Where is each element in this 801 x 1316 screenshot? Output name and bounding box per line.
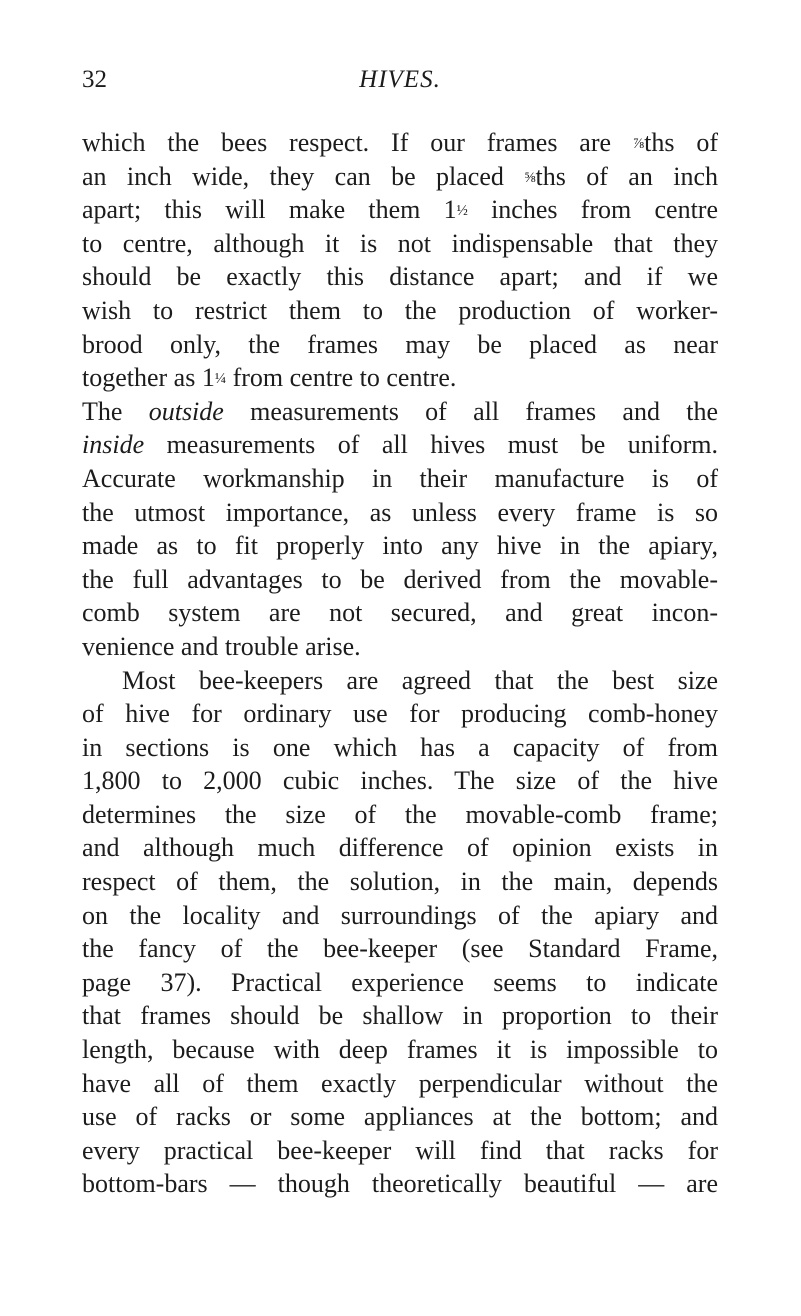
text-line: which the bees respect. If our frames are ⅞ths of [82,128,719,157]
text-line: Accurate workmanship in their manufacture is of [82,463,718,493]
text-line: an inch wide, they can be placed ⅝ths of an inch [82,161,718,191]
text-line: apart; this will make them 1½ inches from centre [82,195,718,225]
text-line: to centre, although it is not indispensable that they [82,228,718,258]
fraction: ⅝ [524,169,536,186]
text-line: have all of them exactly perpendicular without the [82,1068,718,1098]
text-line: and although much difference of opinion exists in [82,833,718,863]
text-line: the utmost importance, as unless every frame is so [82,497,718,527]
fraction: ⅞ [632,136,645,152]
text-line: inside measurements of all hives must be uniform. [82,430,718,460]
emphasis: outside [148,396,224,426]
text-line: that frames should be shallow in proportion to their [82,1001,718,1031]
body-text [82,126,718,1201]
fraction: ¼ [214,371,227,388]
emphasis: inside [82,430,145,460]
text-line: determines the size of the movable-comb frame; [82,799,718,829]
text-line: the fancy of the bee-keeper (see Standard Frame, [82,934,718,964]
text-line: in sections is one which has a capacity of from [82,732,718,762]
text-line: every practical bee-keeper will find that racks for [82,1135,718,1165]
text-line: made as to fit properly into any hive in the apiary, [82,531,718,561]
text-line: respect of them, the solution, in the main, depends [82,867,718,897]
text-line: wish to restrict them to the production of worker- [82,295,718,325]
text-line: the full advantages to be derived from the movable- [82,564,718,594]
text-line: venience and trouble arise. [82,631,361,661]
text-line: brood only, the frames may be placed as near [82,329,718,359]
text-line: bottom-bars — though theoretically beautiful — are [82,1169,718,1199]
text-line: Most bee-keepers are agreed that the best size [122,665,718,695]
text-line: page 37). Practical experience seems to indicate [82,967,718,997]
text-line: comb system are not secured, and great incon- [82,598,718,628]
text-line: should be exactly this distance apart; and if we [82,262,718,292]
page-number: 32 [82,66,107,93]
text-line: 1,800 to 2,000 cubic inches. The size of the hive [82,766,718,796]
text-line: The outside measurements of all frames and the [82,396,718,426]
text-line: on the locality and surroundings of the apiary and [82,900,718,930]
fraction: ½ [456,203,468,220]
text-line: use of racks or some appliances at the bottom; and [82,1102,718,1132]
text-line: together as 1¼ from centre to centre. [82,363,457,393]
running-title: HIVES. [359,66,441,93]
running-head [82,60,718,100]
text-line: length, because with deep frames it is impossible to [82,1035,718,1065]
text-line: of hive for ordinary use for producing comb-honey [82,699,718,729]
